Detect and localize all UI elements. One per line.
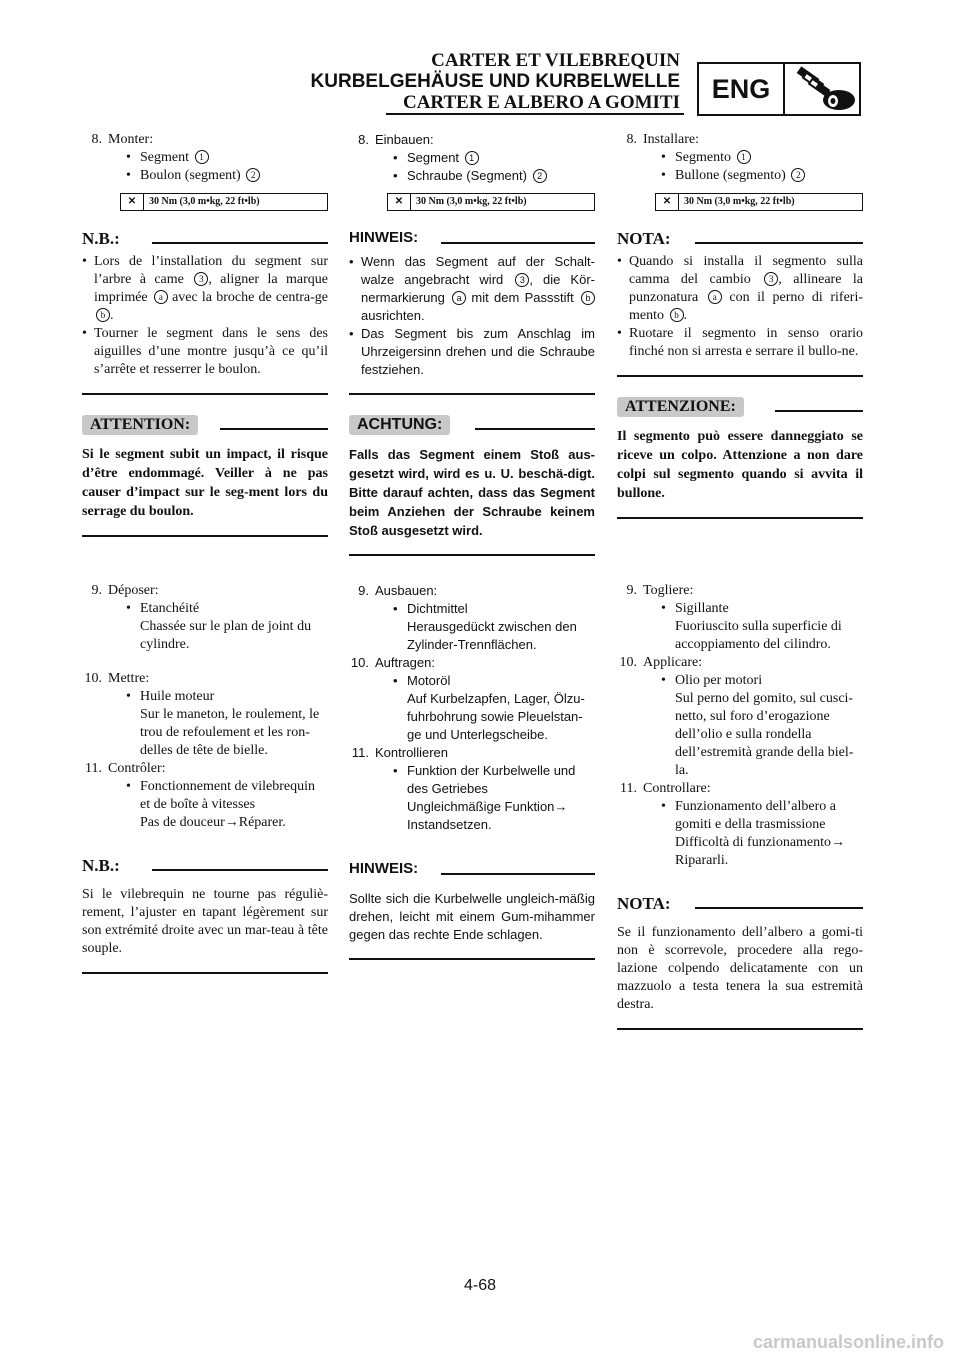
list-item: Dichtmittel <box>407 601 468 616</box>
note-body: Sollte sich die Kurbelwelle ungleich-mäßig drehen, leicht mit einem Gum-mihammer gegen das rechte Ende schlagen. <box>349 891 595 942</box>
callout-number: 1 <box>195 150 209 164</box>
note-heading: N.B.: <box>82 229 328 253</box>
step-title: Monter: <box>108 132 154 147</box>
caution-body: Falls das Segment einem Stoß aus-gesetzt wird, wird es u. U. beschä-digt. Bitte darauf achten, dass das Segment beim Anziehen der Schraube keinem Stoß ausgesetzt wird. <box>349 447 595 538</box>
divider <box>349 393 595 395</box>
column-italian-top: 8. Installare: • Segmento 1 • Bullone (segmento) 2 ✕ 30 Nm (3,0 m•kg, 22 ft•lb) NOTA: • Quando si installa il segmento sulla camma del cambio 3 , allineare la punzonatura a con il perno di riferi-mento b . • Ruotare il segmento in senso orario finché non si arresta e serrare il bullo-ne. ATTENZIONE: Il segmento può essere danneggiato se riceve un colpo. Attenzione a non dare colpi sul segmento quando si avvita il bullone. <box>617 131 863 519</box>
header-rule <box>386 113 684 115</box>
note-heading: NOTA: <box>617 229 863 253</box>
list-item: Bullone (segmento) <box>675 168 786 183</box>
step-title: Mettre: <box>108 671 150 686</box>
caution-heading: ATTENTION: <box>82 415 328 439</box>
torque-spec: ✕ 30 Nm (3,0 m•kg, 22 ft•lb) <box>655 193 863 211</box>
step-number: 8. <box>626 132 637 147</box>
note-heading: N.B.: <box>82 856 328 880</box>
note-body: • Lors de l’installation du segment sur l’arbre à came 3 , aligner la marque imprimée a avec la broche de centra-ge b . • Tourner le segment dans le sens des aiguilles d’une montre jusqu’à ce qu’il s’arrête et resserrer le boulon. <box>82 254 329 377</box>
step-title: Ausbauen: <box>375 583 438 598</box>
caution-heading: ATTENZIONE: <box>617 397 863 421</box>
callout-number: 1 <box>737 150 751 164</box>
column-italian-bottom: 9. Togliere: • Sigillante Fuoriuscito sulla superficie di accoppiamento del cilindro. 10. Applicare: • Olio per motori Sul perno del gomito, sul cusci-netto, sul foro d’erogazione dell’olio e sulla rondella dell’estremità grande della biel-la. 11. Controllare: • Funzionamento dell’albero a gomiti e della trasmissione Difficoltà di funzionamento→ Ripararli. NOTA: Se il funzionamento dell’albero a gomi-ti non è scorrevole, procedere alla rego-lazione colpendo delicatamente con un mazzuolo a testa tenera la sua estremità destra. <box>617 582 863 1030</box>
step-title: Contrôler: <box>108 761 166 776</box>
torque-spec: ✕ 30 Nm (3,0 m•kg, 22 ft•lb) <box>387 193 595 211</box>
list-item: Segment <box>407 150 460 165</box>
divider <box>349 554 595 556</box>
page-number: 4-68 <box>463 1277 497 1294</box>
wrench-icon: ✕ <box>388 194 411 210</box>
list-item: Etanchéité <box>140 601 200 616</box>
header-title-it: CARTER E ALBERO A GOMITI <box>402 92 680 113</box>
divider <box>82 972 328 974</box>
caution-heading: ACHTUNG: <box>349 415 595 439</box>
step-number: 8. <box>91 132 102 147</box>
divider <box>617 1028 863 1030</box>
callout-number: 2 <box>791 168 805 182</box>
note-body: Si le vilebrequin ne tourne pas réguliè-rement, l’ajuster en tapant légèrement sur son extrémité droite avec un mar-teau à tête souple. <box>82 887 328 956</box>
callout-number: 1 <box>465 151 479 165</box>
step-title: Applicare: <box>643 655 703 670</box>
step-title: Déposer: <box>108 583 159 598</box>
step-title: Controllare: <box>643 781 711 796</box>
step-title: Kontrollieren <box>375 745 448 760</box>
note-body: Se il funzionamento dell’albero a gomi-ti non è scorrevole, procedere alla rego-lazione colpendo delicatamente con un mazzuolo a testa tenera la sua estremità destra. <box>617 925 863 1012</box>
list-item: Motoröl <box>407 673 451 688</box>
list-item: Sigillante <box>675 601 729 616</box>
step-title: Einbauen: <box>375 132 434 147</box>
header-title-de: KURBELGEHÄUSE UND KURBELWELLE <box>310 71 680 92</box>
section-badge-label: ENG <box>711 74 771 104</box>
header-title-fr: CARTER ET VILEBREQUIN <box>431 50 680 71</box>
step-title: Togliere: <box>643 583 694 598</box>
callout-number: 2 <box>533 169 547 183</box>
list-item: Segment <box>140 150 189 165</box>
divider <box>617 517 863 519</box>
torque-spec: ✕ 30 Nm (3,0 m•kg, 22 ft•lb) <box>120 193 328 211</box>
list-item: Funktion der Kurbelwelle und des Getriebes <box>407 763 576 796</box>
list-item: Funzionamento dell’albero a gomiti e della trasmissione <box>675 799 836 832</box>
note-heading: NOTA: <box>617 894 863 918</box>
note-body: • Quando si installa il segmento sulla camma del cambio 3 , allineare la punzonatura a con il perno di riferi-mento b . • Ruotare il segmento in senso orario finché non si arresta e serrare il bullo-ne. <box>617 254 864 359</box>
column-german-bottom: 9. Ausbauen: • Dichtmittel Herausgedückt zwischen den Zylinder-Trennflächen. 10. Auftragen: • Motoröl Auf Kurbelzapfen, Lager, Ölzu-fuhrbohrung sowie Pleuelstan-ge und Unterlegscheibe. 11. Kontrollieren • Funktion der Kurbelwelle und des Getriebes Ungleichmäßige Funktion→ Instandsetzen. HINWEIS: Sollte sich die Kurbelwelle ungleich-mäßig drehen, leicht mit einem Gum-mihammer gegen das rechte Ende schlagen. <box>349 582 595 960</box>
list-item: Boulon (segment) <box>140 168 241 183</box>
divider <box>349 958 595 960</box>
column-german-top: 8. Einbauen: • Segment 1 • Schraube (Segment) 2 ✕ 30 Nm (3,0 m•kg, 22 ft•lb) HINWEIS: • Wenn das Segment auf der Schalt-walze angebracht wird 3 , die Kör-nermarkierung a mit dem Passstift b ausrichten. • Das Segment bis zum Anschlag im Uhrzeigersinn drehen und die Schraube festziehen. ACHTUNG: Falls das Segment einem Stoß aus-gesetzt wird, wird es u. U. beschä-digt. Bitte darauf achten, dass das Segment beim Anziehen der Schraube keinem Stoß ausgesetzt wird. <box>349 131 595 556</box>
list-item: Segmento <box>675 150 731 165</box>
divider <box>82 535 328 537</box>
column-french-top: 8. Monter: • Segment 1 • Boulon (segment) 2 ✕ 30 Nm (3,0 m•kg, 22 ft•lb) N.B.: • Lors de l’installation du segment sur l’arbre à came 3 , aligner la marque imprimée a avec la broche de centra-ge b . • Tourner le segment dans le sens des aiguilles d’une montre jusqu’à ce qu’il s’arrête et resserrer le boulon. ATTENTION: Si le segment subit un impact, il risque d’être endommagé. Veiller à ne pas causer d’impact sur le seg-ment lors du serrage du boulon. <box>82 131 328 537</box>
note-heading: HINWEIS: <box>349 860 595 884</box>
step-title: Installare: <box>643 132 699 147</box>
divider <box>617 375 863 377</box>
note-body: • Wenn das Segment auf der Schalt-walze angebracht wird 3 , die Kör-nermarkierung a mit dem Passstift b ausrichten. • Das Segment bis zum Anschlag im Uhrzeigersinn drehen und die Schraube festziehen. <box>349 254 595 377</box>
list-item: Huile moteur <box>140 689 215 704</box>
caution-body: Si le segment subit un impact, il risque d’être endommagé. Veiller à ne pas causer d’impact sur le seg-ment lors du serrage du boulon. <box>82 447 328 519</box>
callout-number: 2 <box>246 168 260 182</box>
step-number: 8. <box>358 132 369 147</box>
note-heading: HINWEIS: <box>349 229 595 253</box>
column-french-bottom: 9. Déposer: • Etanchéité Chassée sur le plan de joint du cylindre. 10. Mettre: • Huile moteur Sur le maneton, le roulement, le trou de refoulement et les ron-delles de tête de bielle. 11. Contrôler: • Fonctionnement de vilebrequin et de boîte à vitesses Pas de douceur→Réparer. N.B.: Si le vilebrequin ne tourne pas réguliè-rement, l’ajuster en tapant légèrement sur son extrémité droite avec un mar-teau à tête souple. <box>82 582 328 974</box>
wrench-icon: ✕ <box>656 194 679 210</box>
watermark: carmanualsonline.info <box>752 1332 944 1352</box>
step-title: Auftragen: <box>375 655 435 670</box>
divider <box>82 393 328 395</box>
list-item: Olio per motori <box>675 673 763 688</box>
section-badge <box>697 62 861 116</box>
wrench-icon: ✕ <box>121 194 144 210</box>
list-item: Fonctionnement de vilebrequin et de boîte à vitesses <box>140 779 315 812</box>
caution-body: Il segmento può essere danneggiato se riceve un colpo. Attenzione a non dare colpi sul segmento quando si avvita il bullone. <box>617 429 863 501</box>
engine-bolt-icon <box>789 66 859 112</box>
list-item: Schraube (Segment) <box>407 168 527 183</box>
